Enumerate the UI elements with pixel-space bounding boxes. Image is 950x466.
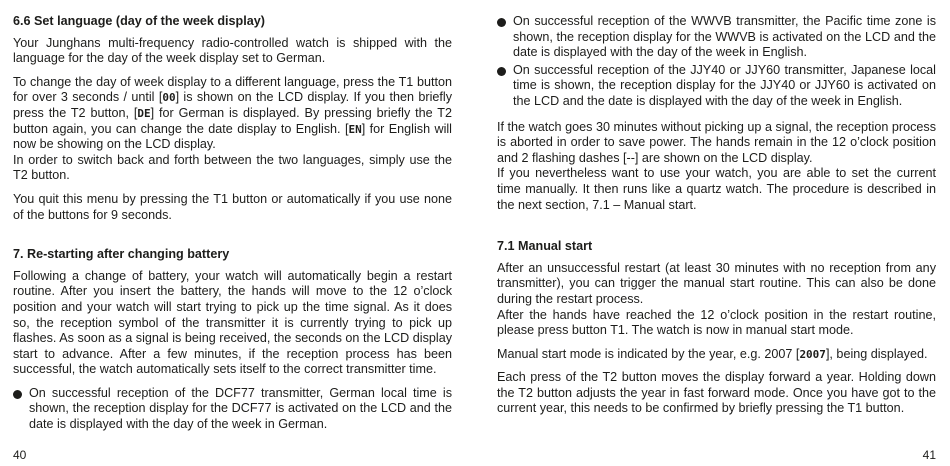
section-7-1-intro: After an unsuccessful restart (at least 30 minutes with no reception from any transmitter), you can trigger the manual start routine. This can also be done during the restart process. — [497, 260, 936, 306]
section-6-6-toggle-note: In order to switch back and forth between the two languages, simply use the T2 button. — [13, 152, 452, 183]
lcd-code-00: 00 — [162, 91, 176, 105]
section-6-6-quit-note: You quit this menu by pressing the T1 button or automatically if you use none of the buttons for 9 seconds. — [13, 191, 452, 222]
no-signal-paragraph: If the watch goes 30 minutes without picking up a signal, the reception process is aborted in order to save power. The hands remain in the 12 o’clock position and 2 flashing dashes [--] are shown on the LCD display. — [497, 119, 936, 165]
bullet-wwvb: On successful reception of the WWVB transmitter, the Pacific time zone is shown, the reception display for the WWVB is activated on the LCD and the date is displayed with the day of the week in English. — [497, 14, 936, 61]
bullet-jjy: On successful reception of the JJY40 or JJY60 transmitter, Japanese local time is shown, the reception display for the JJY40 or JJY60 is activated on the LCD and the date is displayed with the day of the week in English. — [497, 63, 936, 110]
bullet-dot-icon — [497, 67, 506, 76]
left-page-column — [13, 14, 452, 435]
section-7-1-confirm: Each press of the T2 button moves the display forward a year. Holding down the T2 button adjusts the year in fast forward mode. Once you have got to the current year, this needs to be confirmed by briefly pressing the T1 button. — [497, 370, 936, 416]
section-7-1-heading: 7.1 Manual start — [497, 239, 593, 254]
bullet-dot-icon — [497, 18, 506, 27]
right-page-column — [497, 14, 936, 425]
section-7-1-year-note: Manual start mode is indicated by the year, e.g. 2007 [2007], being displayed. — [497, 346, 928, 361]
lcd-code-en: EN — [348, 122, 362, 136]
section-6-6-heading: 6.6 Set language (day of the week display) — [13, 14, 265, 28]
lcd-code-de: DE — [137, 106, 151, 120]
section-6-6-intro: Your Junghans multi-frequency radio-controlled watch is shipped with the language for the day of the week display set to German. — [13, 35, 452, 66]
section-7-1-steps: After the hands have reached the 12 o’clock position in the restart routine, please press button T1. The watch is now in manual start mode. — [497, 307, 936, 338]
page-number-left: 40 — [13, 448, 27, 462]
bullet-dcf77: On successful reception of the DCF77 transmitter, German local time is shown, the reception display for the DCF77 is activated on the LCD and the date is displayed with the day of the week in German. — [13, 386, 452, 433]
bullet-dot-icon — [13, 390, 22, 399]
page-number-right: 41 — [922, 448, 936, 462]
section-7-heading: 7. Re-starting after changing battery — [13, 247, 230, 262]
manual-time-paragraph: If you nevertheless want to use your watch, you are able to set the current time manually. It then runs like a quartz watch. The procedure is described in the next section, 7.1 – Manual start. — [497, 166, 936, 212]
section-7-body: Following a change of battery, your watch will automatically begin a restart routine. After you insert the battery, the hands will move to the 12 o’clock position and your watch will start trying to pick up the time signal. As it does so, the reception symbol of the transmitter it is currently trying to pick up flashes. As soon as a signal is being received, the seconds on the LCD display start to advance. After a few minutes, if the reception process has been successful, the watch automatically sets itself to the correct transmitter time. — [13, 268, 452, 377]
lcd-code-2007: 2007 — [799, 347, 826, 361]
section-6-6-instructions: To change the day of week display to a different language, press the T1 button for over 3 seconds / until [00] is shown on the LCD display. If you then briefly press the T2 button, [DE] for German is displayed. By pressing briefly the T2 button again, you can change the date display to English. [EN] for English will now be showing on the LCD display. — [13, 74, 452, 152]
